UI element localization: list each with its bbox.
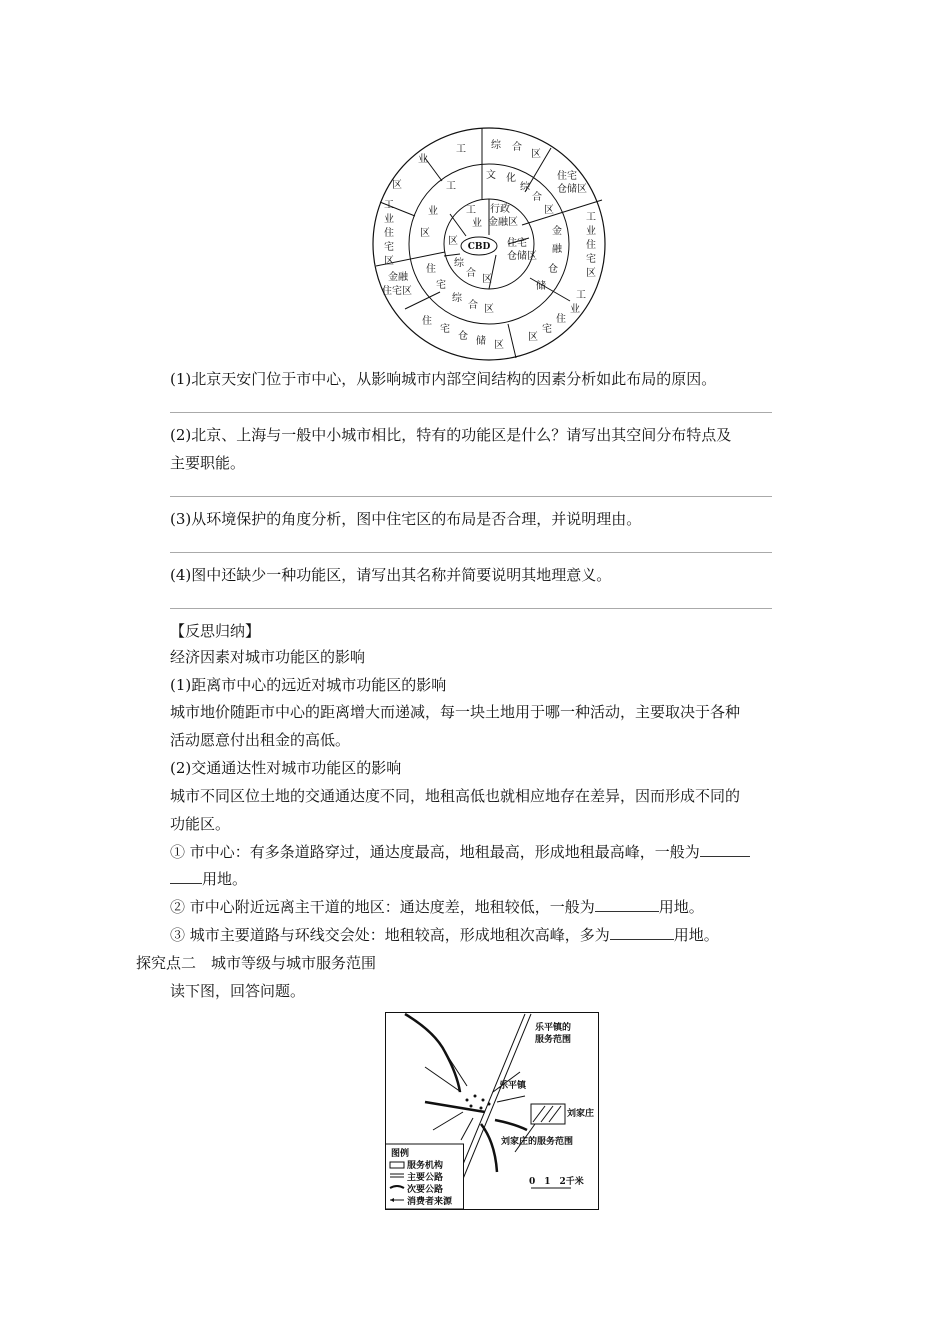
fill-blank[interactable]: [610, 925, 674, 940]
question-4: (4)图中还缺少一种功能区，请写出其名称并简要说明其地理意义。: [170, 566, 612, 584]
section-prompt: 读下图，回答问题。: [170, 982, 306, 1000]
svg-text:刘家庄: 刘家庄: [567, 1109, 595, 1119]
svg-text:宅: 宅: [440, 324, 450, 335]
svg-text:宅: 宅: [384, 242, 394, 253]
svg-text:区: 区: [586, 268, 596, 279]
svg-text:住: 住: [426, 264, 436, 275]
svg-text:储: 储: [536, 281, 546, 292]
reflection-line: 用地。: [170, 868, 247, 890]
svg-text:合: 合: [512, 142, 522, 153]
section-title: 探究点二 城市等级与城市服务范围: [136, 954, 377, 972]
svg-text:区: 区: [392, 180, 402, 191]
svg-text:区: 区: [528, 332, 538, 343]
svg-text:0 1 2千米: 0 1 2千米: [529, 1177, 584, 1187]
svg-text:主要公路: 主要公路: [407, 1173, 444, 1183]
reflection-line: ③ 城市主要道路与环线交会处：地租较高，形成地租次高峰，多为 用地。: [170, 926, 719, 944]
svg-text:区: 区: [531, 149, 541, 160]
fill-blank[interactable]: [595, 897, 659, 912]
svg-text:宅: 宅: [586, 254, 596, 265]
svg-text:住宅: 住宅: [507, 238, 527, 249]
svg-text:合: 合: [466, 268, 476, 279]
svg-text:工: 工: [576, 290, 586, 301]
svg-text:业: 业: [472, 218, 482, 229]
svg-text:化: 化: [506, 173, 516, 184]
svg-text:住宅: 住宅: [557, 171, 577, 182]
reflection-line: 城市地价随距市中心的距离增大而递减，每一块土地用于哪一种活动，主要取决于各种: [170, 703, 741, 721]
svg-text:宅: 宅: [436, 280, 446, 291]
reflection-heading: 【反思归纳】: [170, 622, 261, 640]
svg-text:金融区: 金融区: [488, 217, 518, 228]
svg-text:住: 住: [586, 240, 596, 251]
svg-text:区: 区: [448, 236, 458, 247]
svg-text:住: 住: [384, 228, 394, 239]
svg-text:服务范围: 服务范围: [535, 1035, 572, 1045]
svg-text:区: 区: [420, 228, 430, 239]
reflection-line: (2)交通通达性对城市功能区的影响: [170, 759, 402, 777]
svg-text:合: 合: [468, 300, 478, 311]
svg-text:金融: 金融: [388, 272, 408, 283]
svg-text:区: 区: [484, 304, 494, 315]
question-1: (1)北京天安门位于市中心，从影响城市内部空间结构的因素分析如此布局的原因。: [170, 370, 717, 388]
svg-text:综: 综: [491, 140, 501, 151]
svg-text:区: 区: [494, 340, 504, 351]
svg-text:刘家庄的服务范围: 刘家庄的服务范围: [501, 1137, 574, 1147]
svg-text:乐平镇: 乐平镇: [499, 1081, 527, 1091]
svg-text:仓: 仓: [458, 331, 468, 342]
svg-text:仓储区: 仓储区: [557, 184, 587, 195]
svg-text:业: 业: [418, 154, 428, 165]
reflection-line: ① 市中心：有多条道路穿过，通达度最高，地租最高，形成地租最高峰，一般为: [170, 841, 750, 863]
svg-text:区: 区: [482, 274, 492, 285]
svg-text:乐平镇的: 乐平镇的: [535, 1023, 572, 1033]
question-2a: (2)北京、上海与一般中小城市相比，特有的功能区是什么？请写出其空间分布特点及: [170, 426, 732, 444]
service-range-map: [385, 1012, 599, 1210]
answer-line-4[interactable]: [170, 608, 772, 609]
fill-blank[interactable]: [170, 869, 202, 884]
svg-text:业: 业: [570, 304, 580, 315]
svg-text:行政: 行政: [490, 204, 510, 215]
svg-text:服务机构: 服务机构: [407, 1161, 444, 1171]
svg-text:仓: 仓: [548, 264, 558, 275]
svg-text:业: 业: [384, 214, 394, 225]
fill-blank[interactable]: [700, 842, 750, 857]
svg-text:工: 工: [466, 205, 476, 216]
svg-text:消费者来源: 消费者来源: [407, 1197, 453, 1207]
answer-line-3[interactable]: [170, 552, 772, 553]
city-structure-diagram: [370, 126, 610, 362]
svg-text:仓储区: 仓储区: [507, 251, 537, 262]
svg-text:工: 工: [384, 200, 394, 211]
question-3: (3)从环境保护的角度分析，图中住宅区的布局是否合理，并说明理由。: [170, 510, 642, 528]
svg-text:文: 文: [486, 170, 496, 181]
svg-text:综: 综: [452, 293, 462, 304]
answer-line-1[interactable]: [170, 412, 772, 413]
svg-text:宅: 宅: [542, 324, 552, 335]
svg-text:区: 区: [544, 205, 554, 216]
svg-text:工: 工: [446, 181, 456, 192]
svg-text:综: 综: [454, 258, 464, 269]
reflection-line: ② 市中心附近远离主干道的地区：通达度差，地租较低，一般为 用地。: [170, 898, 704, 916]
svg-text:融: 融: [552, 244, 562, 255]
svg-text:业: 业: [428, 206, 438, 217]
svg-text:次要公路: 次要公路: [407, 1185, 444, 1195]
svg-text:合: 合: [532, 192, 542, 203]
svg-text:工: 工: [586, 212, 596, 223]
svg-text:住: 住: [556, 314, 566, 325]
answer-line-2[interactable]: [170, 496, 772, 497]
reflection-line: 城市不同区位土地的交通通达度不同，地租高低也就相应地存在差异，因而形成不同的: [170, 787, 741, 805]
svg-text:图例: 图例: [391, 1149, 410, 1159]
svg-text:区: 区: [384, 256, 394, 267]
reflection-line: 活动愿意付出租金的高低。: [170, 731, 351, 749]
question-2b: 主要职能。: [170, 454, 246, 472]
cbd-label: CBD: [467, 242, 491, 252]
reflection-line: (1)距离市中心的远近对城市功能区的影响: [170, 676, 447, 694]
svg-text:金: 金: [552, 226, 562, 237]
svg-text:住: 住: [422, 316, 432, 327]
reflection-line: 功能区。: [170, 815, 231, 833]
svg-text:业: 业: [586, 226, 596, 237]
svg-text:综: 综: [520, 182, 530, 193]
svg-text:住宅区: 住宅区: [382, 286, 412, 297]
reflection-line: 经济因素对城市功能区的影响: [170, 648, 366, 666]
svg-text:工: 工: [456, 144, 466, 155]
svg-text:储: 储: [476, 336, 486, 347]
